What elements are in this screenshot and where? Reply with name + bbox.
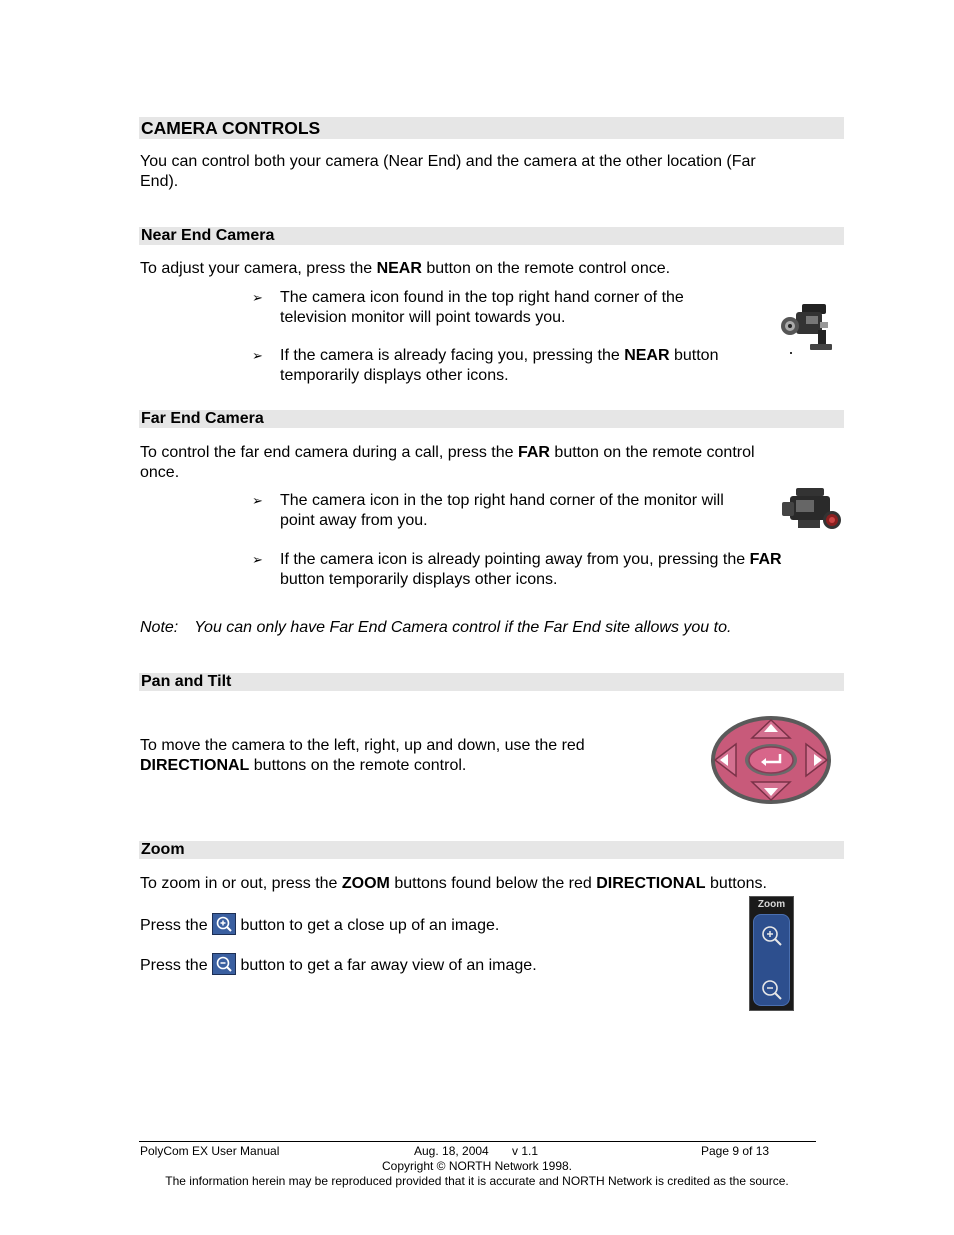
far-end-intro: To control the far end camera during a call, press the FAR button on the remote control once. bbox=[140, 444, 755, 481]
footer-info: The information herein may be reproduced provided that it is accurate and NORTH Network is credited as the source. bbox=[165, 1174, 789, 1188]
directional-pad-icon bbox=[708, 714, 834, 806]
zoom-intro: To zoom in or out, press the ZOOM buttons found below the red DIRECTIONAL buttons. bbox=[140, 875, 767, 892]
zoom-out-icon bbox=[759, 977, 785, 1001]
section-heading-near-end-camera: Near End Camera bbox=[139, 227, 844, 245]
footer-page-number: Page 9 of 13 bbox=[701, 1144, 770, 1158]
section-heading-far-end-camera: Far End Camera bbox=[139, 410, 844, 428]
arrowhead-bullet-icon: ➢ bbox=[252, 348, 263, 363]
arrowhead-bullet-icon: ➢ bbox=[252, 552, 263, 567]
near-camera-icon bbox=[776, 300, 836, 358]
zoom-out-icon bbox=[212, 953, 236, 975]
far-camera-icon bbox=[778, 484, 842, 534]
zoom-panel-label: Zoom bbox=[757, 899, 786, 910]
section-heading-zoom: Zoom bbox=[139, 841, 844, 859]
zoom-out-instruction: Press the button to get a far away view of an image. bbox=[140, 953, 537, 976]
near-end-intro: To adjust your camera, press the NEAR button on the remote control once. bbox=[140, 260, 671, 277]
section-heading-pan-and-tilt: Pan and Tilt bbox=[139, 673, 844, 691]
pan-tilt-text: To move the camera to the left, right, up and down, use the red DIRECTIONAL buttons on the remote control. bbox=[140, 737, 585, 774]
arrowhead-bullet-icon: ➢ bbox=[252, 493, 263, 508]
zoom-in-instruction: Press the button to get a close up of an image. bbox=[140, 913, 499, 936]
far-end-note: Note: You can only have Far End Camera control if the Far End site allows you to. bbox=[140, 619, 732, 636]
footer-rule bbox=[139, 1141, 816, 1142]
footer-version: v 1.1 bbox=[512, 1144, 539, 1158]
zoom-panel bbox=[749, 896, 794, 1011]
camera-controls-intro: You can control both your camera (Near End) and the camera at the other location (Far End). bbox=[140, 153, 756, 190]
footer-doc-title: PolyCom EX User Manual bbox=[140, 1144, 280, 1158]
footer-date: Aug. 18, 2004 bbox=[414, 1144, 489, 1158]
zoom-in-icon bbox=[212, 913, 236, 935]
footer-copyright: Copyright © NORTH Network 1998. bbox=[381, 1159, 573, 1173]
zoom-in-icon bbox=[759, 923, 785, 947]
section-heading-camera-controls: CAMERA CONTROLS bbox=[139, 117, 844, 139]
arrowhead-bullet-icon: ➢ bbox=[252, 290, 263, 305]
